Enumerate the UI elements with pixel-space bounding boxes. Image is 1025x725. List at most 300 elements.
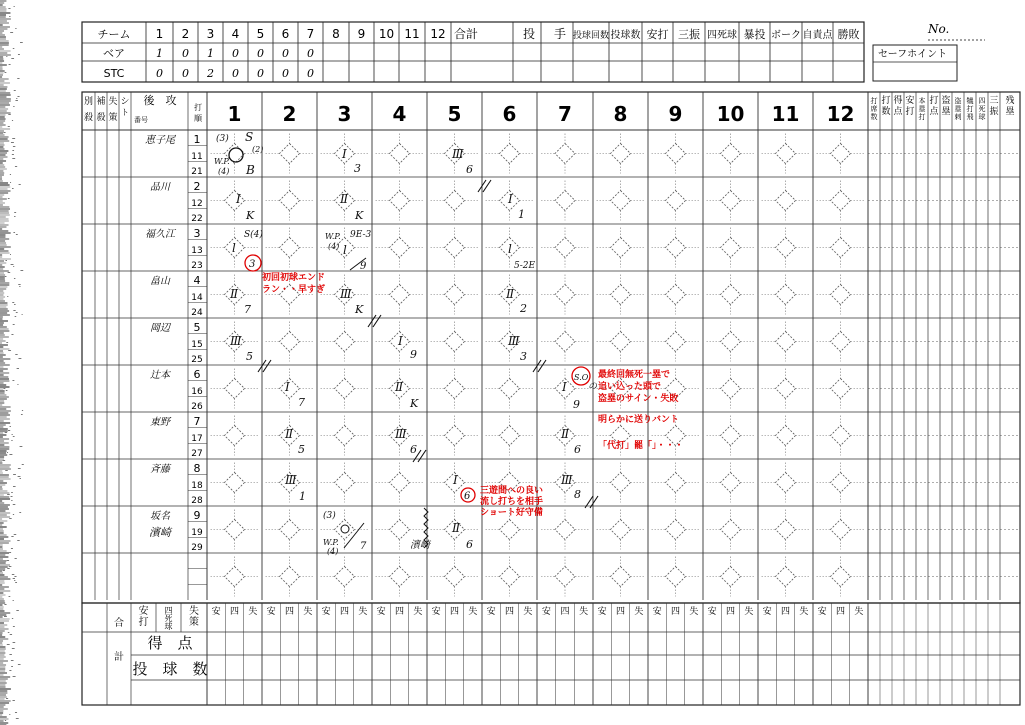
batting-order-number: 5 [193,321,201,334]
base-diamond [666,473,686,493]
base-diamond [831,426,851,446]
linescore-run-cell: 0 [257,47,264,60]
linescore-run-cell: 0 [182,47,189,60]
order-sub-number: 19 [191,528,203,538]
base-diamond [500,567,520,587]
mark-r3c3b: (4) [328,242,340,251]
stat-header-0: 席 [870,105,878,113]
stat-header-0: 打 [870,97,878,105]
totals-row-label-0: 打 [138,617,149,628]
base-diamond [555,520,575,540]
inning-number-3: 3 [337,102,352,126]
stat-header-8: 打 [966,105,974,113]
base-diamond [445,238,465,258]
stat-header-9: 死 [978,105,986,113]
base-diamond [776,473,796,493]
base-diamond [445,426,465,446]
mark-r1c3b: 3 [354,162,361,175]
inning-number-9: 9 [668,102,683,126]
base-diamond [666,567,686,587]
base-diamond [280,238,300,258]
linescore-header-17: 投球数 [610,30,641,41]
grid-left-header-3: シ [120,97,130,107]
linescore-header-11: 11 [404,27,420,41]
mark-r1c1f: B [246,163,255,177]
mark-r5c6b: 3 [520,350,527,363]
totals-inning-subheader: 安 [486,607,496,617]
mark-r3c1b: l [232,241,236,255]
totals-inning-subheader: 安 [541,607,551,617]
base-diamond [721,238,741,258]
grid-left-header-2: 失 [108,97,118,107]
substitute-batter-name: 濱崎 [149,526,171,539]
mark-r2c1: I [236,192,241,206]
linescore-header-2: 2 [181,27,190,41]
base-diamond [555,238,575,258]
totals-inning-subheader: 安 [817,607,827,617]
base-diamond [666,144,686,164]
linescore-header-9: 9 [357,27,366,41]
linescore-header-13: 合計 [453,27,479,41]
base-diamond [721,379,741,399]
linescore-header-row [98,26,860,41]
totals-inning-subheader: 失 [358,607,368,617]
linescore-header-5: 5 [256,27,265,41]
base-diamond [666,520,686,540]
base-diamond [225,379,245,399]
base-diamond [390,473,410,493]
linescore-table [82,22,864,82]
base-diamond [335,473,355,493]
totals-inning-subheader: 安 [266,607,276,617]
totals-inning-subheader: 安 [211,607,221,617]
base-diamond [721,191,741,211]
base-diamond [666,238,686,258]
mark-r1c5b: 6 [466,163,473,176]
batter-name: 畠山 [150,276,170,287]
lineup-column [145,133,203,553]
mark-r5c4b: 9 [410,348,417,361]
mark-r8c5b: 6 [464,491,471,502]
totals-inning-subheader: 四 [284,607,295,617]
linescore-run-cell: 0 [232,47,239,60]
mark-r9c3c: (4) [327,547,339,556]
mark-r3c6b: 5-2E [514,261,536,271]
mark-r6c7: I [562,380,567,394]
inning-number-8: 8 [613,102,628,126]
linescore-team-rows [103,47,314,80]
mark-r9c3d: 7 [360,541,367,552]
mark-r6c7b: S.O [574,373,589,382]
inning-number-2: 2 [282,102,297,126]
order-sub-number: 11 [191,152,203,162]
totals-row-label-2: 策 [189,617,199,628]
base-diamond [280,567,300,587]
base-diamond [831,144,851,164]
inning-number-7: 7 [558,102,572,126]
note-3: 明らかに送りバント [598,415,680,425]
order-sub-number: 25 [191,355,203,365]
base-diamond [611,473,631,493]
mark-r6c4: Ⅱ [395,380,404,394]
mark-r1c1: (3) [216,134,229,144]
totals-inning-subheader: 失 [468,607,478,617]
inning-number-1: 1 [227,102,242,126]
mark-r7c2b: 5 [298,443,305,456]
stat-header-11: 残 [1005,96,1015,106]
totals-row-label-1: 球 [164,622,173,631]
mark-r6c7d: 9 [573,398,580,411]
totals-score-label: 得 点 [147,634,193,652]
base-diamond [611,144,631,164]
inning-number-12: 12 [826,102,855,126]
stat-header-2: 点 [893,107,903,117]
stat-header-10: 振 [989,107,999,117]
base-diamond [831,379,851,399]
inning-number-11: 11 [771,102,800,126]
note-5-line-3: ショート好守備 [480,508,543,518]
order-sub-number: 18 [191,481,203,491]
mark-r8c7b: 8 [574,488,581,501]
mark-r9c3: (3) [323,511,336,521]
linescore-header-20: 四死球 [707,30,737,41]
base-diamond [776,332,796,352]
linescore-run-cell: 0 [282,47,289,60]
out-circle-mark [229,148,243,162]
batting-order-number: 3 [193,227,201,240]
linescore-team-name: STC [103,67,125,80]
mark-r3c3d: l [343,243,347,257]
base-diamond [335,379,355,399]
base-diamond [776,567,796,587]
batting-order-number: 9 [193,509,201,522]
totals-inning-subheader: 失 [744,607,754,617]
totals-inning-subheader: 四 [449,607,460,617]
stat-header-2: 得 [893,96,903,106]
order-sub-number: 12 [191,199,203,209]
mark-r5c1b: 5 [246,350,253,363]
stat-header-3: 打 [905,107,915,117]
mark-r5c6: Ⅲ [508,334,520,348]
totals-inning-subheader: 安 [431,607,441,617]
stat-header-9: 四 [978,97,986,105]
base-diamond [721,285,741,305]
base-diamond [445,191,465,211]
linescore-header-6: 6 [281,27,290,41]
base-diamond [555,144,575,164]
base-diamond [555,285,575,305]
base-diamond [500,520,520,540]
linescore-run-cell: 0 [257,67,264,80]
mark-r7c4: Ⅲ [395,427,407,441]
mark-r2c6: I [508,192,513,206]
grid-left-header-1: 補 [96,97,106,107]
linescore-header-23: 自責点 [802,30,833,41]
mark-r4c1: Ⅱ [230,287,239,301]
totals-inning-subheader: 四 [615,607,626,617]
base-diamond [500,426,520,446]
order-sub-number: 27 [191,449,203,459]
base-diamond [280,332,300,352]
order-sub-number: 21 [191,167,203,177]
base-diamond [831,332,851,352]
batting-order-number: 8 [193,462,201,475]
linescore-header-24: 勝敗 [837,28,860,41]
base-diamond [335,520,355,540]
base-diamond [776,191,796,211]
base-diamond [225,426,245,446]
batting-order-header-1: 打 [194,103,202,112]
base-diamond [831,285,851,305]
mark-r2c1b: K [246,209,255,222]
base-diamond [831,520,851,540]
linescore-run-cell: 1 [207,47,214,60]
mark-r9c4: 濱崎 [410,540,430,551]
totals-row-label-1: 死 [164,614,173,623]
order-sub-number: 26 [191,402,203,412]
mark-r1c1c: (2) [252,145,264,154]
stat-header-8: 犠 [966,97,974,105]
mark-r8c7: Ⅲ [561,473,573,487]
base-diamond [335,332,355,352]
linescore-header-22: ボーク [771,30,801,41]
linescore-header-12: 12 [430,27,446,41]
linescore-header-7: 7 [306,27,315,41]
totals-inning-subheader: 失 [413,607,423,617]
order-sub-number: 23 [191,261,203,271]
red-annotations [261,271,684,518]
mark-r2c6b: 1 [518,208,525,221]
inning-number-4: 4 [392,102,407,126]
base-diamond [721,332,741,352]
totals-side-label-2: 計 [114,652,124,663]
base-diamond [776,238,796,258]
mark-r1c1d: W.P. [214,157,230,166]
base-diamond [611,332,631,352]
mark-r1c1b: S [245,130,254,144]
mark-r1c3: I [342,147,347,161]
mark-r3c1: S(4) [244,230,263,240]
order-sub-number: 15 [191,340,203,350]
mark-r3c6: l [508,242,512,256]
mark-r6c7c: の [588,382,598,392]
note-5-line-1: 三遊間への良い [480,486,544,496]
stat-header-5: 打 [929,96,939,106]
safe-point-label: セーフホイント [878,49,948,60]
stat-header-0: 数 [870,113,878,121]
linescore-header-21: 暴投 [743,28,766,41]
totals-row-label-1: 四 [164,606,173,615]
mark-r7c7: Ⅱ [561,427,570,441]
mark-r3c1c: 3 [249,259,256,270]
base-diamond [611,520,631,540]
batter-name: 岡辺 [150,323,170,334]
batting-order-header-2: 順 [194,114,202,123]
linescore-run-cell: 1 [156,47,163,60]
totals-inning-subheader: 安 [652,607,662,617]
base-diamond [611,285,631,305]
mark-r1c1e: (4) [218,167,230,176]
linescore-header-15: 手 [553,27,567,41]
base-diamond [445,332,465,352]
mark-r4c3b: K [355,303,364,316]
linescore-run-cell: 0 [307,67,314,80]
base-diamond [776,426,796,446]
stat-header-11: 塁 [1005,107,1015,117]
mark-r7c4b: 6 [410,443,417,456]
linescore-header-16: 投球回数 [572,31,610,41]
base-diamond [721,144,741,164]
stat-header-7: 塁 [954,105,962,113]
base-diamond [611,191,631,211]
base-diamond [666,191,686,211]
linescore-header-19: 三振 [678,28,700,41]
order-sub-number: 14 [191,293,203,303]
out-circle-mark [341,525,349,533]
base-diamond [225,191,245,211]
mark-r9c5: Ⅱ [452,521,461,535]
totals-inning-subheader: 安 [597,607,607,617]
order-sub-number: 16 [191,387,203,397]
batting-order-number: 4 [193,274,201,287]
totals-inning-subheader: 四 [560,607,570,617]
totals-row-label-0: 安 [138,606,149,617]
linescore-run-cell: 0 [282,67,289,80]
inning-number-5: 5 [447,102,462,126]
mark-r3c3e: 9 [360,261,367,272]
mark-r6c2b: 7 [298,396,305,409]
totals-inning-subheader: 四 [670,607,681,617]
mark-r4c1b: 7 [244,303,251,316]
mark-r6c2: I [285,380,290,394]
base-diamond [776,520,796,540]
batter-name: 品川 [150,182,170,193]
totals-inning-subheader: 失 [799,607,809,617]
base-diamond [445,567,465,587]
note-1-line-2: ラン・・早すぎ [262,285,326,295]
linescore-header-3: 3 [206,27,215,41]
note-2-line-3: 盗塁のサイン・失敗 [598,394,679,404]
base-diamond [445,285,465,305]
mark-r8c2b: 1 [299,490,306,503]
base-diamond [776,285,796,305]
stat-header-9: 球 [978,113,986,121]
mark-r4c6b: 2 [520,302,527,315]
batter-name: 斉藤 [150,464,170,475]
stat-header-1: 数 [881,107,891,117]
totals-inning-subheader: 失 [303,607,313,617]
totals-inning-subheader: 四 [835,607,846,617]
order-sub-number: 22 [191,214,203,224]
totals-inning-subheader: 安 [762,607,772,617]
grid-left-header-sub-4: 番号 [134,116,148,124]
base-diamond [390,238,410,258]
note-4: 「代打」罷「」・・・ [598,441,684,451]
totals-inning-subheader: 四 [504,607,515,617]
mark-r7c2: Ⅱ [285,427,294,441]
linescore-run-cell: 0 [307,47,314,60]
mark-r4c6: Ⅱ [506,287,515,301]
base-diamond [721,473,741,493]
mark-r6c4b: K [410,397,419,410]
note-2-line-2: 追い込った頭で [598,382,662,392]
base-diamond [500,144,520,164]
inning-number-10: 10 [716,102,745,126]
totals-section [82,603,1020,705]
base-diamond [280,520,300,540]
note-1-line-1: 初回初球エンド [262,273,326,283]
base-diamond [831,473,851,493]
base-diamond [666,285,686,305]
linescore-header-4: 4 [231,27,240,41]
base-diamond [225,567,245,587]
base-diamond [611,567,631,587]
mark-r1c5: Ⅲ [452,147,464,161]
base-diamond [500,379,520,399]
base-diamond [225,520,245,540]
base-diamond [555,191,575,211]
linescore-header-14: 投 [522,27,536,41]
order-sub-number: 29 [191,543,203,553]
totals-inning-subheader: 失 [634,607,644,617]
stat-header-4: 打 [918,113,926,121]
batter-name: 福久江 [145,229,175,240]
linescore-run-cell: 0 [232,67,239,80]
linescore-run-cell: 0 [182,67,189,80]
mark-r5c4: I [398,334,403,348]
totals-row-label-2: 失 [189,606,199,617]
base-diamond [390,191,410,211]
mark-r5c1: Ⅲ [230,334,242,348]
mark-r8c5: I [453,473,458,487]
safe-point-box [873,45,957,81]
stat-header-8: 飛 [966,113,974,121]
totals-inning-subheader: 失 [579,607,589,617]
batting-order-number: 6 [193,368,201,381]
totals-inning-subheader: 四 [339,607,350,617]
mark-r4c3: Ⅲ [340,287,352,301]
stat-header-7: 盗 [954,97,962,105]
batter-name: 辻本 [150,370,170,381]
grid-left-header-0: 別 [83,97,94,107]
note-2-line-1: 最終回無死一塁で [598,370,671,380]
mark-r9c3b: W.P. [323,538,339,547]
stat-header-5: 点 [929,107,939,117]
document-number-label: No. [928,22,950,36]
totals-inning-subheader: 四 [725,607,736,617]
totals-inning-subheader: 失 [689,607,699,617]
batter-name: 恵子尾 [145,135,175,146]
linescore-header-18: 安打 [646,28,669,41]
mark-r2c3b: K [355,209,364,222]
totals-inning-subheader: 失 [854,607,864,617]
base-diamond [390,144,410,164]
base-diamond [390,520,410,540]
base-diamond [831,191,851,211]
grid-left-header-sub-3: ト [121,108,129,117]
stat-header-4: 本 [918,97,926,105]
base-diamond [721,426,741,446]
order-sub-number: 17 [191,434,203,444]
batting-order-number: 1 [193,133,201,146]
mark-r9c5b: 6 [466,538,473,551]
totals-inning-subheader: 四 [229,607,240,617]
mark-r2c3: Ⅱ [340,192,349,206]
stat-header-10: 三 [989,96,999,106]
order-header: 後 攻 [143,94,177,107]
order-sub-number: 24 [191,308,203,318]
base-diamond [831,238,851,258]
